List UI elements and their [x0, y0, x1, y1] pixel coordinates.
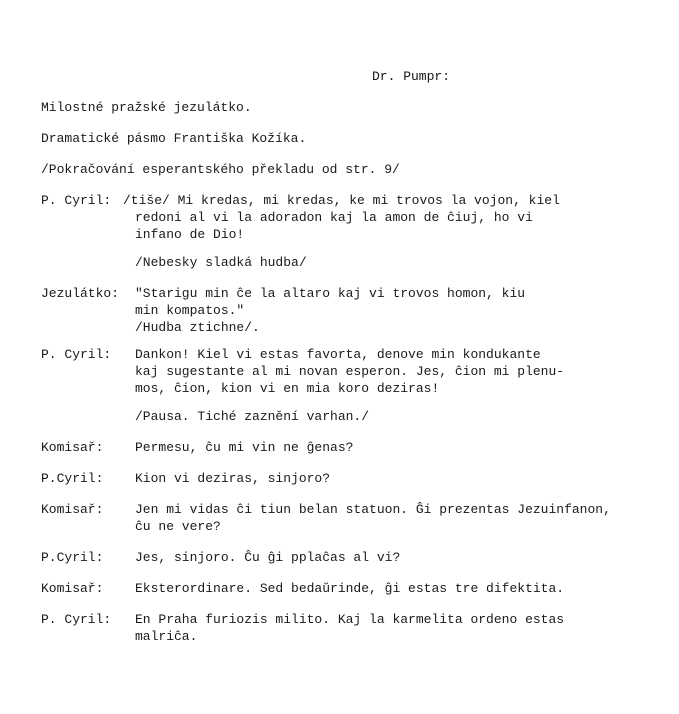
speaker-label: P.Cyril: — [41, 550, 104, 565]
dialogue-line: Dankon! Kiel vi estas favorta, denove min kondukante — [135, 347, 541, 362]
dialogue-line: /tiše/ Mi kredas, mi kredas, ke mi trovos la vojon, kiel — [123, 193, 560, 208]
dialogue-line: min kompatos." — [135, 303, 245, 318]
speaker-label: P. Cyril: — [41, 612, 112, 627]
dialogue-line: Eksterordinare. Sed bedaŭrinde, ĝi estas tre difektita. — [135, 581, 565, 596]
author-heading: Dr. Pumpr: — [372, 69, 451, 84]
speaker-label: Komisař: — [41, 581, 104, 596]
speaker-label: P. Cyril: — [41, 347, 112, 362]
dialogue-line: kaj sugestante al mi novan esperon. Jes, ĉion mi plenu- — [135, 364, 565, 379]
dialogue-line: Jes, sinjoro. Ĉu ĝi pplaĉas al vi? — [135, 550, 401, 565]
stage-direction-text: /Nebesky sladká hudba/ — [135, 255, 307, 270]
stage-direction-text: /Hudba ztichne/. — [135, 320, 260, 335]
dialogue-line: redoni al vi la adoradon kaj la amon de ĉiuj, ho vi — [135, 210, 533, 225]
dialogue-line: infano de Dio! — [135, 227, 245, 242]
dialogue-line: malriĉa. — [135, 629, 198, 644]
dialogue-line: Kion vi deziras, sinjoro? — [135, 471, 331, 486]
dialogue-line: mos, ĉion, kion vi en mia koro deziras! — [135, 381, 440, 396]
subtitle-line: Dramatické pásmo Františka Kožíka. — [41, 131, 307, 146]
title-line: Milostné pražské jezulátko. — [41, 100, 252, 115]
dialogue-line: "Starigu min ĉe la altaro kaj vi trovos homon, kiu — [135, 286, 526, 301]
speaker-label: Komisař: — [41, 440, 104, 455]
speaker-label: P.Cyril: — [41, 471, 104, 486]
speaker-label: Komisař: — [41, 502, 104, 517]
stage-direction-text: /Pausa. Tiché zaznění varhan./ — [135, 409, 370, 424]
continuation-note: /Pokračování esperantského překladu od str. 9/ — [41, 162, 400, 177]
dialogue-line: Jen mi vidas ĉi tiun belan statuon. Ĝi prezentas Jezuinfanon, — [135, 502, 611, 517]
speaker-label: P. Cyril: — [41, 193, 112, 208]
dialogue-line: ĉu ne vere? — [135, 519, 221, 534]
dialogue-line: En Praha furiozis milito. Kaj la karmelita ordeno estas — [135, 612, 565, 627]
dialogue-line: Permesu, ĉu mi vin ne ĝenas? — [135, 440, 354, 455]
speaker-label: Jezulátko: — [41, 286, 120, 301]
